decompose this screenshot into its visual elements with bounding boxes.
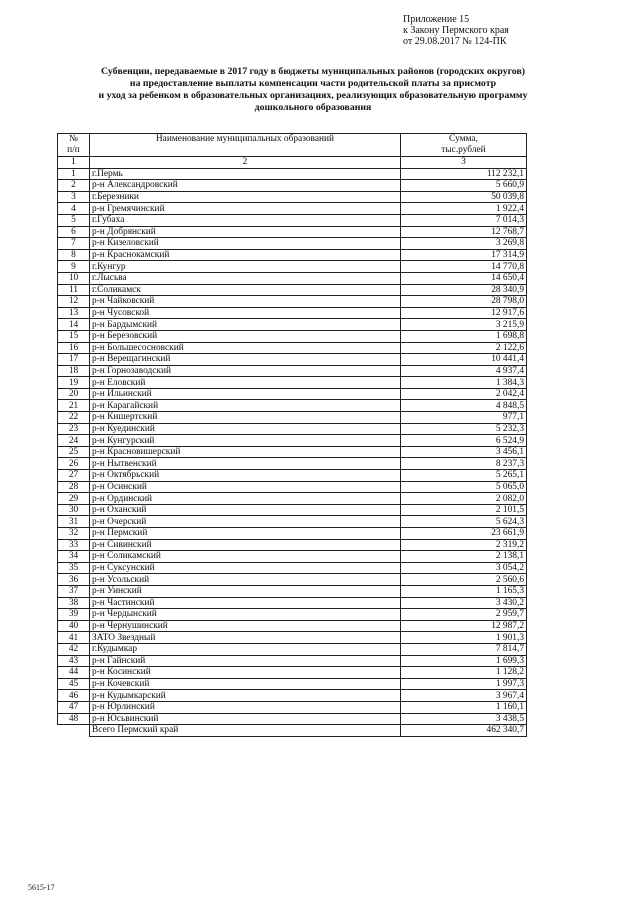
table-row (58, 214, 527, 226)
table-row (58, 330, 527, 342)
subsidy-amount: 3 215,9 (401, 319, 527, 331)
table-row (58, 597, 527, 609)
header-col-index-3: 3 (401, 157, 527, 169)
table-row (58, 655, 527, 667)
header-number (58, 134, 90, 157)
row-number: 41 (58, 632, 90, 644)
subsidy-amount: 5 265,1 (401, 470, 527, 482)
header-col-index-2: 2 (90, 157, 401, 169)
municipality-name: р-н Частинский (90, 597, 401, 609)
municipality-name: р-н Добрянский (90, 226, 401, 238)
municipality-name: р-н Чердынский (90, 609, 401, 621)
subsidy-amount: 1 128,2 (401, 667, 527, 679)
table-row (58, 342, 527, 354)
table-row (58, 307, 527, 319)
appendix-number: Приложение 15 (403, 14, 470, 25)
table-row (58, 528, 527, 540)
municipality-name: р-н Чернушинский (90, 620, 401, 632)
table-row (58, 562, 527, 574)
subsidy-amount: 12 768,7 (401, 226, 527, 238)
table-row (58, 284, 527, 296)
row-number: 28 (58, 481, 90, 493)
municipality-name: р-н Краснокамский (90, 249, 401, 261)
municipality-name: р-н Нытвенский (90, 458, 401, 470)
subsidy-amount: 1 901,3 (401, 632, 527, 644)
table-row (58, 458, 527, 470)
row-number: 22 (58, 412, 90, 424)
row-number: 25 (58, 446, 90, 458)
total-sum: 462 340,7 (401, 725, 527, 737)
title-line-3: и уход за ребенком в образовательных организациях, реализующих образовательную программу (98, 90, 528, 101)
row-number: 48 (58, 713, 90, 725)
subsidies-table (57, 133, 527, 737)
municipality-name: р-н Александровский (90, 180, 401, 192)
municipality-name: ЗАТО Звездный (90, 632, 401, 644)
subsidy-amount: 5 624,3 (401, 516, 527, 528)
municipality-name: г.Пермь (90, 168, 401, 180)
row-number: 30 (58, 504, 90, 516)
municipality-name: р-н Очерский (90, 516, 401, 528)
table-row (58, 319, 527, 331)
municipality-name: р-н Горнозаводский (90, 365, 401, 377)
appendix-header (403, 14, 509, 47)
subsidy-amount: 1 922,4 (401, 203, 527, 215)
subsidy-amount: 8 237,3 (401, 458, 527, 470)
table-row (58, 238, 527, 250)
subsidy-amount: 1 699,3 (401, 655, 527, 667)
subsidy-amount: 2 122,6 (401, 342, 527, 354)
row-number: 34 (58, 551, 90, 563)
municipality-name: р-н Усольский (90, 574, 401, 586)
row-number: 21 (58, 400, 90, 412)
header-sum (401, 134, 527, 157)
subsidy-amount: 2 319,2 (401, 539, 527, 551)
row-number: 23 (58, 423, 90, 435)
municipality-name: г.Кудымкар (90, 643, 401, 655)
subsidy-amount: 2 042,4 (401, 388, 527, 400)
row-number: 11 (58, 284, 90, 296)
table-row (58, 191, 527, 203)
row-number: 43 (58, 655, 90, 667)
table-row (58, 678, 527, 690)
subsidy-amount: 17 314,9 (401, 249, 527, 261)
table-row (58, 539, 527, 551)
subsidy-amount: 3 456,1 (401, 446, 527, 458)
table-row (58, 609, 527, 621)
subsidy-amount: 7 014,3 (401, 214, 527, 226)
municipality-name: г.Лысьва (90, 272, 401, 284)
row-number: 18 (58, 365, 90, 377)
table-row (58, 249, 527, 261)
municipality-name: р-н Оханский (90, 504, 401, 516)
municipality-name: р-н Карагайский (90, 400, 401, 412)
municipality-name: р-н Юсьвинский (90, 713, 401, 725)
row-number: 8 (58, 249, 90, 261)
row-number: 7 (58, 238, 90, 250)
municipality-name: р-н Сивинский (90, 539, 401, 551)
table-row (58, 713, 527, 725)
subsidy-amount: 14 650,4 (401, 272, 527, 284)
table-row (58, 667, 527, 679)
table-row (58, 180, 527, 192)
row-number: 44 (58, 667, 90, 679)
total-row-empty-cell (58, 725, 90, 737)
subsidy-amount: 28 340,9 (401, 284, 527, 296)
subsidy-amount: 1 384,3 (401, 377, 527, 389)
row-number: 32 (58, 528, 90, 540)
table-row (58, 516, 527, 528)
municipality-name: р-н Большесосновский (90, 342, 401, 354)
header-municipality: Наименование муниципальных образований (90, 134, 401, 157)
municipality-name: р-н Куединский (90, 423, 401, 435)
table-row (58, 365, 527, 377)
table-row (58, 296, 527, 308)
municipality-name: р-н Пермский (90, 528, 401, 540)
row-number: 26 (58, 458, 90, 470)
municipality-name: р-н Юрлинский (90, 701, 401, 713)
table-row (58, 632, 527, 644)
municipality-name: р-н Верещагинский (90, 354, 401, 366)
subsidy-amount: 3 967,4 (401, 690, 527, 702)
municipality-name: р-н Гайнский (90, 655, 401, 667)
appendix-law-date: от 29.08.2017 № 124-ПК (403, 36, 507, 47)
municipality-name: р-н Кишертский (90, 412, 401, 424)
table-row (58, 446, 527, 458)
row-number: 6 (58, 226, 90, 238)
subsidy-amount: 2 082,0 (401, 493, 527, 505)
table-row (58, 470, 527, 482)
row-number: 37 (58, 585, 90, 597)
row-number: 36 (58, 574, 90, 586)
subsidy-amount: 1 165,3 (401, 585, 527, 597)
subsidy-amount: 2 560,6 (401, 574, 527, 586)
title-line-1: Субвенции, передаваемые в 2017 году в бюджеты муниципальных районов (городских округов) (100, 66, 526, 77)
subsidy-amount: 2 101,5 (401, 504, 527, 516)
table-row (58, 412, 527, 424)
municipality-name: р-н Бардымский (90, 319, 401, 331)
municipality-name: р-н Красновишерский (90, 446, 401, 458)
row-number: 16 (58, 342, 90, 354)
table-row (58, 354, 527, 366)
row-number: 33 (58, 539, 90, 551)
row-number: 38 (58, 597, 90, 609)
subsidy-amount: 112 232,1 (401, 168, 527, 180)
row-number: 20 (58, 388, 90, 400)
subsidy-amount: 2 959,7 (401, 609, 527, 621)
table-row (58, 261, 527, 273)
table-row (58, 272, 527, 284)
table-row (58, 377, 527, 389)
row-number: 27 (58, 470, 90, 482)
row-number: 24 (58, 435, 90, 447)
total-label: Всего Пермский край (90, 725, 401, 737)
table-row (58, 423, 527, 435)
municipality-name: г.Соликамск (90, 284, 401, 296)
header-number-abbrev: п/п (67, 145, 80, 155)
municipality-name: р-н Чусовской (90, 307, 401, 319)
header-number-symbol: № (69, 134, 78, 144)
municipality-name: р-н Кунгурский (90, 435, 401, 447)
table-row (58, 481, 527, 493)
row-number: 45 (58, 678, 90, 690)
table-row (58, 551, 527, 563)
table-row (58, 435, 527, 447)
row-number: 17 (58, 354, 90, 366)
municipality-name: р-н Кизеловский (90, 238, 401, 250)
subsidy-amount: 1 160,1 (401, 701, 527, 713)
row-number: 15 (58, 330, 90, 342)
municipality-name: г.Березники (90, 191, 401, 203)
municipality-name: р-н Березовский (90, 330, 401, 342)
subsidy-amount: 1 698,8 (401, 330, 527, 342)
row-number: 46 (58, 690, 90, 702)
municipality-name: р-н Гремячинский (90, 203, 401, 215)
municipality-name: р-н Октябрьский (90, 470, 401, 482)
municipality-name: р-н Еловский (90, 377, 401, 389)
municipality-name: р-н Суксунский (90, 562, 401, 574)
municipality-name: г.Губаха (90, 214, 401, 226)
subsidy-amount: 3 430,2 (401, 597, 527, 609)
table-header (58, 134, 527, 169)
table-row (58, 168, 527, 180)
municipality-name: г.Кунгур (90, 261, 401, 273)
document-code: 5615-17 (28, 883, 55, 892)
subsidy-amount: 10 441,4 (401, 354, 527, 366)
municipality-name: р-н Уинский (90, 585, 401, 597)
municipality-name: р-н Осинский (90, 481, 401, 493)
document-title (40, 66, 586, 114)
table-body (58, 168, 527, 725)
municipality-name: р-н Ильинский (90, 388, 401, 400)
row-number: 2 (58, 180, 90, 192)
table-row (58, 226, 527, 238)
row-number: 13 (58, 307, 90, 319)
subsidy-amount: 7 814,7 (401, 643, 527, 655)
table-row (58, 620, 527, 632)
row-number: 39 (58, 609, 90, 621)
subsidy-amount: 23 661,9 (401, 528, 527, 540)
table-row (58, 701, 527, 713)
table-row (58, 493, 527, 505)
subsidy-amount: 4 848,5 (401, 400, 527, 412)
row-number: 42 (58, 643, 90, 655)
row-number: 10 (58, 272, 90, 284)
table-row (58, 504, 527, 516)
table-row (58, 203, 527, 215)
header-col-index-1: 1 (58, 157, 90, 169)
subsidy-amount: 3 438,5 (401, 713, 527, 725)
subsidy-amount: 6 524,9 (401, 435, 527, 447)
table-row (58, 585, 527, 597)
row-number: 9 (58, 261, 90, 273)
row-number: 5 (58, 214, 90, 226)
table-row (58, 690, 527, 702)
municipality-name: р-н Чайковский (90, 296, 401, 308)
title-line-2: на предоставление выплаты компенсации части родительской платы за присмотр (129, 78, 497, 89)
table-row (58, 388, 527, 400)
subsidy-amount: 50 039,8 (401, 191, 527, 203)
subsidy-amount: 5 232,3 (401, 423, 527, 435)
subsidy-amount: 14 770,8 (401, 261, 527, 273)
subsidy-amount: 12 987,2 (401, 620, 527, 632)
row-number: 35 (58, 562, 90, 574)
municipality-name: р-н Кочевский (90, 678, 401, 690)
row-number: 40 (58, 620, 90, 632)
subsidy-amount: 3 269,8 (401, 238, 527, 250)
title-line-4: дошкольного образования (254, 102, 372, 113)
municipality-name: р-н Ординский (90, 493, 401, 505)
row-number: 3 (58, 191, 90, 203)
row-number: 19 (58, 377, 90, 389)
subsidy-amount: 12 917,6 (401, 307, 527, 319)
municipality-name: р-н Косинский (90, 667, 401, 679)
subsidy-amount: 5 660,9 (401, 180, 527, 192)
table-row (58, 643, 527, 655)
subsidy-amount: 1 997,3 (401, 678, 527, 690)
subsidy-amount: 3 054,2 (401, 562, 527, 574)
subsidy-amount: 2 138,1 (401, 551, 527, 563)
row-number: 47 (58, 701, 90, 713)
row-number: 4 (58, 203, 90, 215)
subsidy-amount: 4 937,4 (401, 365, 527, 377)
municipality-name: р-н Кудымкарский (90, 690, 401, 702)
row-number: 31 (58, 516, 90, 528)
row-number: 29 (58, 493, 90, 505)
row-number: 1 (58, 168, 90, 180)
municipality-name: р-н Соликамский (90, 551, 401, 563)
subsidy-amount: 977,1 (401, 412, 527, 424)
table-row (58, 574, 527, 586)
table-row (58, 400, 527, 412)
header-sum-label: Сумма, (449, 134, 478, 144)
header-sum-unit: тыс.рублей (441, 145, 486, 155)
subsidy-amount: 5 065,0 (401, 481, 527, 493)
appendix-law-reference: к Закону Пермского края (403, 25, 509, 36)
subsidy-amount: 28 798,0 (401, 296, 527, 308)
row-number: 12 (58, 296, 90, 308)
row-number: 14 (58, 319, 90, 331)
total-row (58, 725, 527, 737)
